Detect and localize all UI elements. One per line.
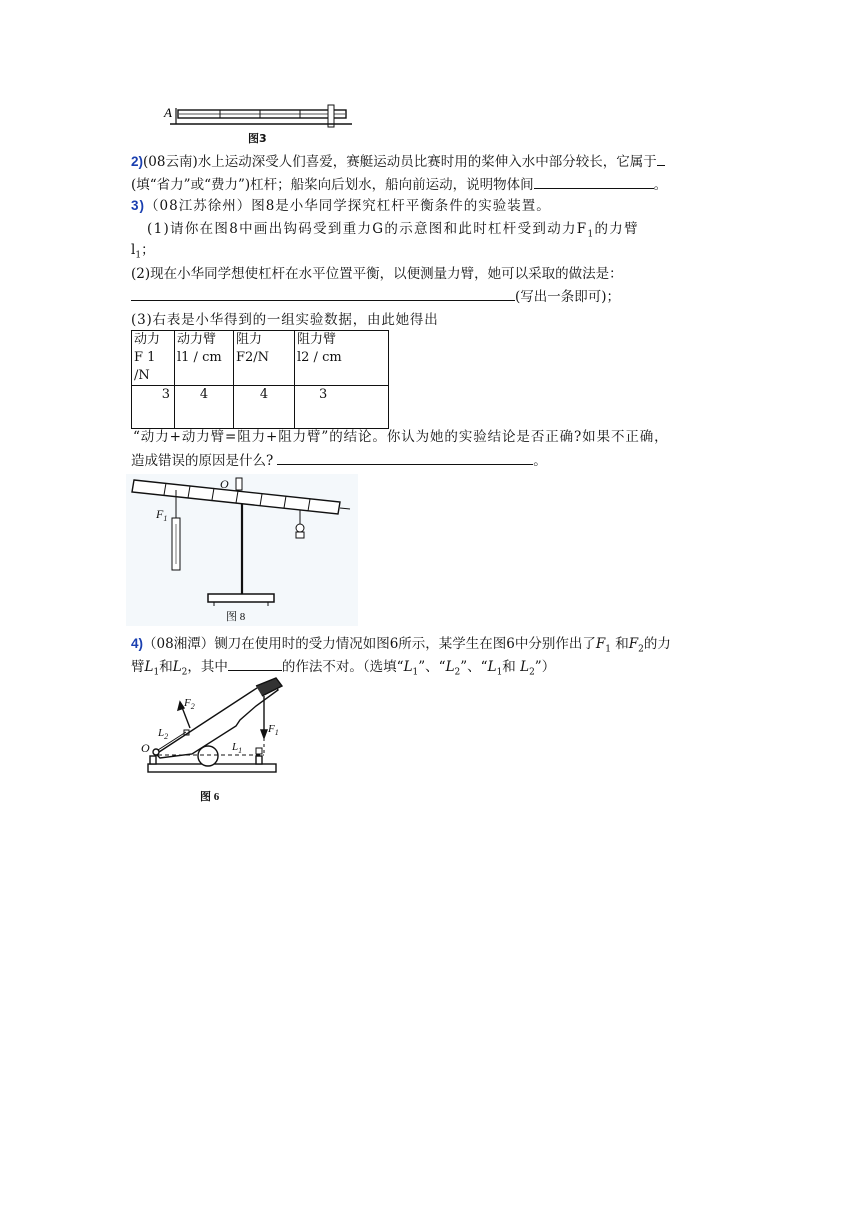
- table-cell: 3: [295, 386, 389, 429]
- fig3-caption: 图3: [248, 132, 267, 145]
- q3-conclusion-2: 造成错误的原因是什么? 。: [131, 450, 547, 471]
- q2-blank-1[interactable]: [657, 151, 665, 166]
- q4-blank[interactable]: [228, 656, 282, 671]
- fig8-caption: 图 8: [226, 611, 246, 623]
- q4-number: 4): [131, 636, 144, 651]
- q2-line2: (填“省力”或“费力”)杠杆；船桨向后划水，船向前运动，说明物体间 。: [131, 174, 667, 195]
- fig6-label-f2: F: [184, 697, 191, 709]
- q3-part1-cont: $l_1$；: [131, 242, 155, 261]
- data-table: [131, 330, 389, 429]
- table-cell: 4: [175, 386, 234, 429]
- table-header-cell: 阻力臂 l2 / cm: [295, 331, 389, 386]
- fig8-label-f: F: [156, 507, 164, 521]
- svg-text:F1: $F_1$: [268, 723, 279, 737]
- fig6-label-o: O: [141, 741, 150, 755]
- q3-part1: (1)请你在图8中画出钩码受到重力G的示意图和此时杠杆受到动力$F_1$的力臂: [147, 221, 639, 240]
- q4-line1: 4)（08湘潭）铡刀在使用时的受力情况如图6所示，某学生在图6中分别作出了$F_1$ 和$F_2$的力: [131, 636, 671, 655]
- q3-blank-reason[interactable]: [277, 450, 533, 465]
- q2-blank-2[interactable]: [534, 174, 654, 189]
- table-header-cell: 动力臂 l1 / cm: [175, 331, 234, 386]
- table-header-cell: 阻力 F2/N: [234, 331, 295, 386]
- fig6-label-f1: F: [268, 723, 275, 735]
- q3-intro: 3)（08江苏徐州）图8是小华同学探究杠杆平衡条件的实验装置。: [131, 198, 551, 214]
- svg-text:L2: $L_2$: [158, 727, 169, 741]
- table-cell: 3: [132, 386, 175, 429]
- q2-line1: 2)(08云南)水上运动深受人们喜爱，赛艇运动员比赛时用的桨伸入水中部分较长，它属于: [131, 151, 665, 172]
- table-header-row: [132, 331, 389, 386]
- q3-part2: (2)现在小华同学想使杠杆在水平位置平衡，以便测量力臂，她可以采取的做法是：: [131, 266, 623, 282]
- q3-blank-method[interactable]: [131, 286, 515, 301]
- q4-line2: 臂$L_1$和$L_2$，其中 的作法不对。（选填“$L_1$”、“$L_2$”、“$L_1$和 $L_2$”）: [131, 656, 555, 683]
- q3-conclusion-1: “动力+动力臂=阻力+阻力臂”的结论。你认为她的实验结论是否正确?如果不正确，: [133, 429, 669, 445]
- fig6-label-l2: L: [158, 727, 165, 739]
- fig6-label-l1: L: [232, 741, 239, 753]
- table-row: [132, 386, 389, 429]
- figure-6-guillotine: [136, 676, 286, 806]
- svg-text:F2: $F_2$: [184, 697, 195, 711]
- q3-part3: (3)右表是小华得到的一组实验数据，由此她得出: [131, 312, 439, 328]
- table-cell: 4: [234, 386, 295, 429]
- svg-text:L1: $L_1$: [232, 741, 243, 755]
- table-header-cell: 动力 F 1 /N: [132, 331, 175, 386]
- q3-number: 3): [131, 198, 146, 213]
- q3-part2-answer: (写出一条即可)；: [131, 286, 620, 307]
- q2-number: 2): [131, 154, 144, 169]
- figure-8-lever-apparatus: [126, 474, 358, 626]
- fig6-caption: 图 6: [200, 791, 220, 803]
- fig3-label-a: A: [164, 105, 172, 120]
- svg-text:F1: $F_1$: [156, 507, 168, 523]
- fig8-label-o: O: [220, 477, 229, 491]
